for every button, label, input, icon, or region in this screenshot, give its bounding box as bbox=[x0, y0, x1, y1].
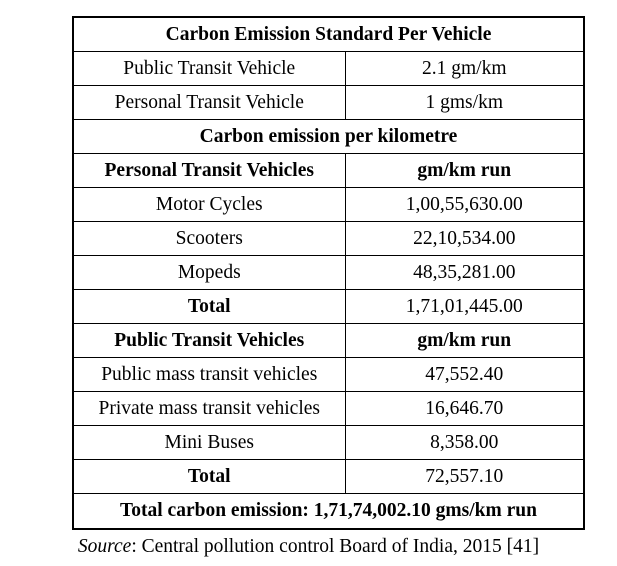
unit-header-cell: gm/km run bbox=[345, 154, 584, 188]
public-header-cell: Public Transit Vehicles bbox=[73, 324, 345, 358]
table-row bbox=[73, 256, 584, 290]
vehicle-value-cell: 48,35,281.00 bbox=[345, 256, 584, 290]
table-row bbox=[73, 222, 584, 256]
emission-table-container bbox=[72, 16, 583, 530]
table-row bbox=[73, 426, 584, 460]
total-label-cell: Total bbox=[73, 290, 345, 324]
standard-vehicle-cell: Personal Transit Vehicle bbox=[73, 86, 345, 120]
personal-header-cell: Personal Transit Vehicles bbox=[73, 154, 345, 188]
unit-header-cell: gm/km run bbox=[345, 324, 584, 358]
standard-value-cell: 2.1 gm/km bbox=[345, 52, 584, 86]
vehicle-name-cell: Scooters bbox=[73, 222, 345, 256]
vehicle-value-cell: 8,358.00 bbox=[345, 426, 584, 460]
vehicle-value-cell: 22,10,534.00 bbox=[345, 222, 584, 256]
source-note bbox=[0, 536, 617, 558]
public-header-row bbox=[73, 324, 584, 358]
table-row bbox=[73, 358, 584, 392]
total-value-cell: 72,557.10 bbox=[345, 460, 584, 494]
public-total-row bbox=[73, 460, 584, 494]
grand-total-cell: Total carbon emission: 1,71,74,002.10 gms/km run bbox=[73, 494, 584, 530]
section-title: Carbon emission per kilometre bbox=[73, 120, 584, 154]
vehicle-value-cell: 1,00,55,630.00 bbox=[345, 188, 584, 222]
standard-value-cell: 1 gms/km bbox=[345, 86, 584, 120]
personal-total-row bbox=[73, 290, 584, 324]
table-row bbox=[73, 392, 584, 426]
vehicle-name-cell: Public mass transit vehicles bbox=[73, 358, 345, 392]
standard-vehicle-cell: Public Transit Vehicle bbox=[73, 52, 345, 86]
vehicle-value-cell: 47,552.40 bbox=[345, 358, 584, 392]
grand-total-row bbox=[73, 494, 584, 530]
table-title-row bbox=[73, 17, 584, 52]
vehicle-name-cell: Private mass transit vehicles bbox=[73, 392, 345, 426]
table-row bbox=[73, 188, 584, 222]
source-text: : Central pollution control Board of India, 2015 [41] bbox=[131, 536, 540, 557]
vehicle-name-cell: Mini Buses bbox=[73, 426, 345, 460]
section-title-row bbox=[73, 120, 584, 154]
total-value-cell: 1,71,01,445.00 bbox=[345, 290, 584, 324]
table-title: Carbon Emission Standard Per Vehicle bbox=[73, 17, 584, 52]
table-row bbox=[73, 52, 584, 86]
vehicle-name-cell: Motor Cycles bbox=[73, 188, 345, 222]
vehicle-name-cell: Mopeds bbox=[73, 256, 345, 290]
personal-header-row bbox=[73, 154, 584, 188]
total-label-cell: Total bbox=[73, 460, 345, 494]
vehicle-value-cell: 16,646.70 bbox=[345, 392, 584, 426]
source-label: Source bbox=[77, 536, 132, 557]
emission-table bbox=[72, 16, 585, 530]
table-row bbox=[73, 86, 584, 120]
